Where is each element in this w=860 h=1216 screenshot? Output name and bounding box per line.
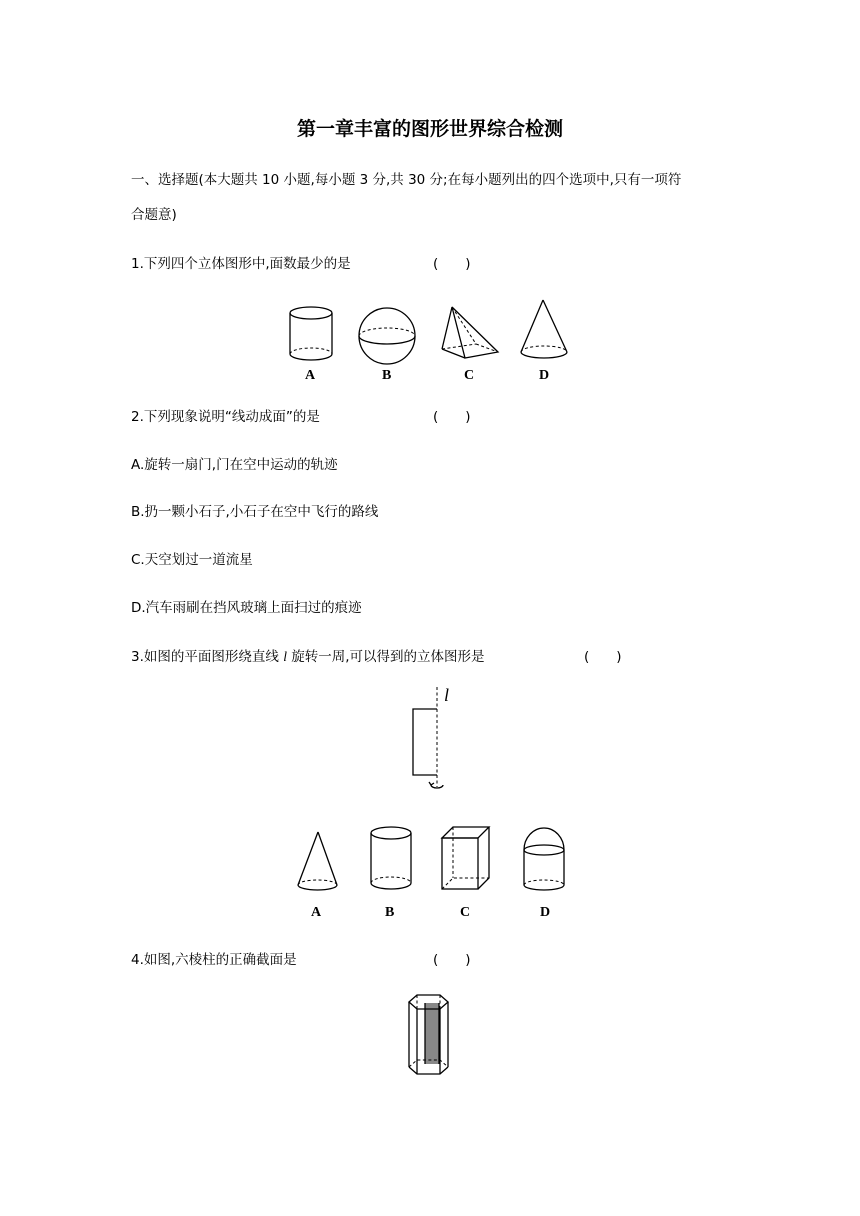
q1-label-c: C bbox=[464, 368, 475, 383]
section-heading-line-1: 一、选择题(本大题共 10 小题,每小题 3 分,共 30 分;在每小题列出的四个选项中,只有一项符 bbox=[131, 172, 682, 188]
q1-label-b: B bbox=[382, 368, 392, 383]
question-3-rotation-figure bbox=[405, 683, 465, 798]
q3-cone-figure bbox=[298, 832, 337, 890]
question-3-options-figure bbox=[290, 820, 590, 925]
q1-cylinder-figure bbox=[290, 307, 332, 360]
question-2-option-d: D.汽车雨刷在挡风玻璃上面扫过的痕迹 bbox=[131, 600, 362, 616]
q3-box-figure bbox=[442, 827, 489, 889]
q1-label-a: A bbox=[305, 368, 316, 383]
question-2-option-c: C.天空划过一道流星 bbox=[131, 552, 253, 568]
q3-label-d: D bbox=[540, 905, 551, 920]
question-1-answer-paren: ( ) bbox=[433, 256, 471, 272]
question-1-stem: 1.下列四个立体图形中,面数最少的是 bbox=[131, 256, 351, 272]
question-3-stem-var: l bbox=[283, 649, 287, 664]
question-3-answer-paren: ( ) bbox=[584, 649, 622, 665]
question-3-stem-after: 旋转一周,可以得到的立体图形是 bbox=[291, 649, 485, 665]
q3-label-a: A bbox=[311, 905, 322, 920]
question-2-answer-paren: ( ) bbox=[433, 409, 471, 425]
q3-label-b: B bbox=[385, 905, 395, 920]
question-4-hexagonal-prism-figure bbox=[397, 987, 477, 1087]
question-1-figure bbox=[280, 292, 580, 387]
question-2-option-a: A.旋转一扇门,门在空中运动的轨迹 bbox=[131, 457, 338, 473]
question-2-stem: 2.下列现象说明“线动成面”的是 bbox=[131, 409, 320, 425]
q1-cone-figure bbox=[521, 300, 567, 358]
q3-axis-label: l bbox=[444, 685, 450, 705]
q3-cylinder-figure bbox=[371, 827, 411, 889]
q1-pyramid-figure bbox=[442, 307, 498, 358]
question-4-stem: 4.如图,六棱柱的正确截面是 bbox=[131, 952, 297, 968]
question-4-answer-paren: ( ) bbox=[433, 952, 471, 968]
q1-label-d: D bbox=[539, 368, 550, 383]
q3-capsule-figure bbox=[524, 828, 564, 890]
question-3-stem bbox=[131, 647, 485, 667]
question-3-stem-before: 3.如图的平面图形绕直线 bbox=[131, 649, 279, 665]
q3-label-c: C bbox=[460, 905, 471, 920]
section-heading-line-2: 合题意) bbox=[131, 207, 177, 223]
question-2-option-b: B.扔一颗小石子,小石子在空中飞行的路线 bbox=[131, 504, 379, 520]
page-title: 第一章丰富的图形世界综合检测 bbox=[296, 118, 563, 140]
q1-sphere-figure bbox=[359, 308, 415, 364]
